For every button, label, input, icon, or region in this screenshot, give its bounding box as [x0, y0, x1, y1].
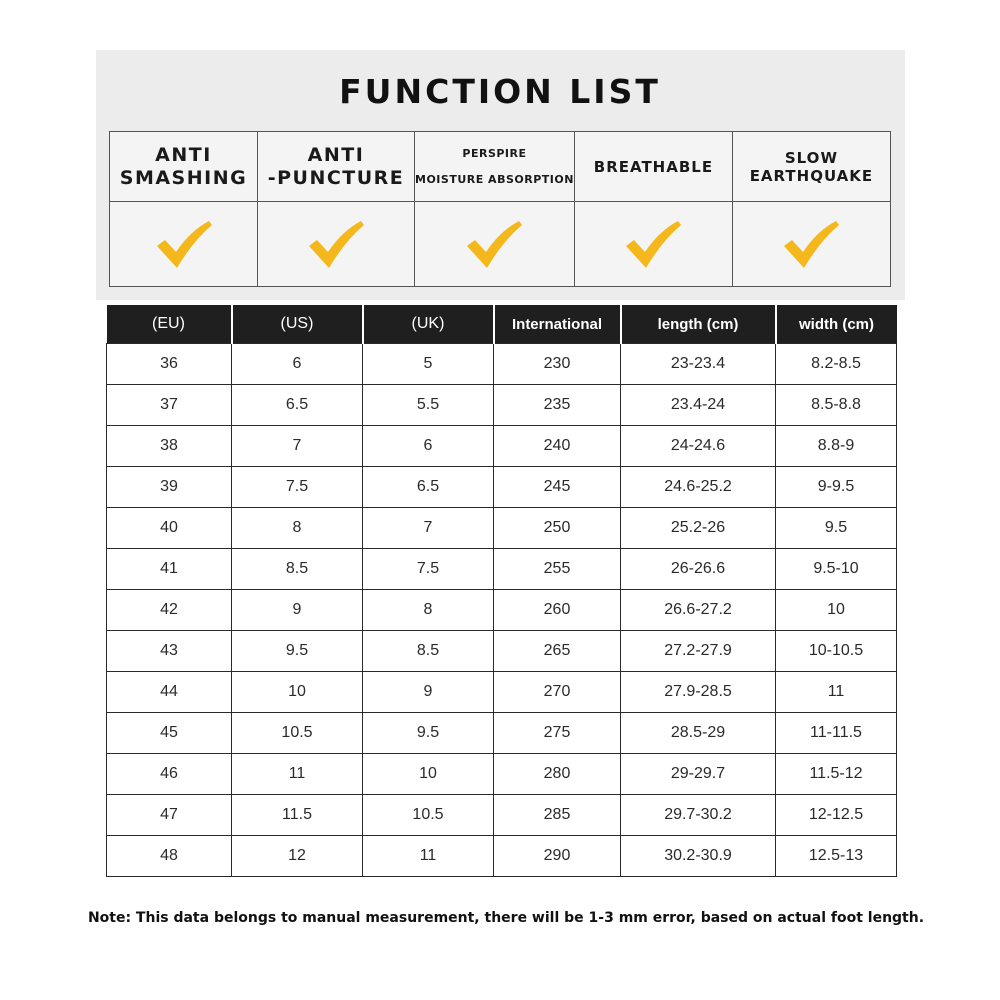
table-cell: 24.6-25.2 — [621, 467, 776, 508]
table-cell: 11 — [776, 672, 897, 713]
table-cell: 10.5 — [363, 795, 494, 836]
table-cell: 280 — [494, 754, 621, 795]
feature-check-cell — [110, 202, 258, 287]
checkmark-icon — [624, 219, 682, 269]
table-cell: 45 — [107, 713, 232, 754]
table-cell: 48 — [107, 836, 232, 877]
table-cell: 37 — [107, 385, 232, 426]
table-cell: 9.5 — [232, 631, 363, 672]
table-cell: 27.2-27.9 — [621, 631, 776, 672]
table-cell: 40 — [107, 508, 232, 549]
feature-label-line: ANTI — [307, 143, 365, 166]
table-cell: 10 — [232, 672, 363, 713]
table-cell: 27.9-28.5 — [621, 672, 776, 713]
table-cell: 9.5-10 — [776, 549, 897, 590]
table-cell: 41 — [107, 549, 232, 590]
table-cell: 8.8-9 — [776, 426, 897, 467]
table-cell: 5.5 — [363, 385, 494, 426]
size-table-column-header: (US) — [232, 305, 363, 344]
table-cell: 10.5 — [232, 713, 363, 754]
table-cell: 38 — [107, 426, 232, 467]
table-cell: 8.5-8.8 — [776, 385, 897, 426]
table-cell: 44 — [107, 672, 232, 713]
table-cell: 10 — [776, 590, 897, 631]
table-cell: 9.5 — [776, 508, 897, 549]
checkmark-icon — [782, 219, 840, 269]
size-table-column-header: (UK) — [363, 305, 494, 344]
table-cell: 260 — [494, 590, 621, 631]
table-cell: 6 — [232, 344, 363, 385]
table-row — [107, 672, 897, 713]
table-cell: 290 — [494, 836, 621, 877]
table-cell: 11 — [232, 754, 363, 795]
table-cell: 8 — [363, 590, 494, 631]
feature-label-line: MOISTURE ABSORPTION — [415, 172, 574, 186]
checkmark-icon — [155, 219, 213, 269]
table-cell: 240 — [494, 426, 621, 467]
table-cell: 25.2-26 — [621, 508, 776, 549]
size-table-column-header: width (cm) — [776, 305, 897, 344]
table-cell: 29-29.7 — [621, 754, 776, 795]
table-cell: 11-11.5 — [776, 713, 897, 754]
size-table-column-header: International — [494, 305, 621, 344]
feature-check-cell — [258, 202, 415, 287]
feature-label-line: PERSPIRE — [462, 146, 527, 160]
feature-label-line: SLOW — [784, 148, 838, 167]
table-cell: 12-12.5 — [776, 795, 897, 836]
table-cell: 11.5 — [232, 795, 363, 836]
table-cell: 29.7-30.2 — [621, 795, 776, 836]
size-table-header-row — [107, 305, 897, 344]
table-cell: 26-26.6 — [621, 549, 776, 590]
feature-check-cell — [732, 202, 890, 287]
table-cell: 11 — [363, 836, 494, 877]
table-row — [107, 590, 897, 631]
table-cell: 9-9.5 — [776, 467, 897, 508]
feature-label-line: ANTI — [155, 143, 212, 166]
feature-cell — [110, 132, 258, 202]
feature-cell — [732, 132, 890, 202]
table-cell: 39 — [107, 467, 232, 508]
table-cell: 9 — [363, 672, 494, 713]
table-cell: 10 — [363, 754, 494, 795]
feature-check-cell — [415, 202, 575, 287]
checkmark-icon — [465, 219, 523, 269]
table-cell: 30.2-30.9 — [621, 836, 776, 877]
table-row — [107, 549, 897, 590]
feature-label-line: -PUNCTURE — [267, 166, 405, 189]
size-table-column-header: length (cm) — [621, 305, 776, 344]
table-cell: 7 — [232, 426, 363, 467]
table-cell: 275 — [494, 713, 621, 754]
table-row — [107, 713, 897, 754]
table-cell: 8 — [232, 508, 363, 549]
table-cell: 10-10.5 — [776, 631, 897, 672]
size-table-body — [107, 344, 897, 877]
table-cell: 12.5-13 — [776, 836, 897, 877]
table-row — [107, 795, 897, 836]
function-list-title: FUNCTION LIST — [339, 72, 661, 111]
table-cell: 6.5 — [232, 385, 363, 426]
table-cell: 6 — [363, 426, 494, 467]
table-row — [107, 426, 897, 467]
table-cell: 8.5 — [232, 549, 363, 590]
table-cell: 23.4-24 — [621, 385, 776, 426]
table-cell: 42 — [107, 590, 232, 631]
table-row — [107, 467, 897, 508]
feature-check-cell — [574, 202, 732, 287]
table-cell: 250 — [494, 508, 621, 549]
table-cell: 12 — [232, 836, 363, 877]
table-cell: 47 — [107, 795, 232, 836]
feature-label-line: EARTHQUAKE — [749, 166, 874, 185]
table-cell: 46 — [107, 754, 232, 795]
feature-label-line: SMASHING — [119, 166, 248, 189]
feature-cell — [574, 132, 732, 202]
table-cell: 255 — [494, 549, 621, 590]
table-cell: 285 — [494, 795, 621, 836]
table-row — [107, 344, 897, 385]
table-row — [107, 631, 897, 672]
table-cell: 26.6-27.2 — [621, 590, 776, 631]
table-cell: 245 — [494, 467, 621, 508]
table-cell: 36 — [107, 344, 232, 385]
table-cell: 9 — [232, 590, 363, 631]
feature-cell — [258, 132, 415, 202]
table-cell: 23-23.4 — [621, 344, 776, 385]
feature-cell — [415, 132, 575, 202]
table-cell: 7.5 — [232, 467, 363, 508]
table-cell: 8.5 — [363, 631, 494, 672]
feature-label-row — [110, 132, 891, 202]
table-cell: 8.2-8.5 — [776, 344, 897, 385]
table-cell: 270 — [494, 672, 621, 713]
size-chart-table — [106, 305, 897, 877]
table-cell: 7.5 — [363, 549, 494, 590]
table-cell: 235 — [494, 385, 621, 426]
feature-check-row — [110, 202, 891, 287]
table-cell: 7 — [363, 508, 494, 549]
table-row — [107, 385, 897, 426]
table-cell: 43 — [107, 631, 232, 672]
table-row — [107, 754, 897, 795]
table-cell: 28.5-29 — [621, 713, 776, 754]
function-grid — [109, 131, 891, 287]
table-row — [107, 508, 897, 549]
table-cell: 9.5 — [363, 713, 494, 754]
feature-label-line: BREATHABLE — [593, 157, 714, 176]
table-cell: 6.5 — [363, 467, 494, 508]
measurement-note: Note: This data belongs to manual measurement, there will be 1-3 mm error, based on actual foot length. — [87, 910, 925, 926]
size-table-column-header: (EU) — [107, 305, 232, 344]
table-row — [107, 836, 897, 877]
checkmark-icon — [307, 219, 365, 269]
table-cell: 24-24.6 — [621, 426, 776, 467]
table-cell: 5 — [363, 344, 494, 385]
table-cell: 11.5-12 — [776, 754, 897, 795]
table-cell: 265 — [494, 631, 621, 672]
table-cell: 230 — [494, 344, 621, 385]
